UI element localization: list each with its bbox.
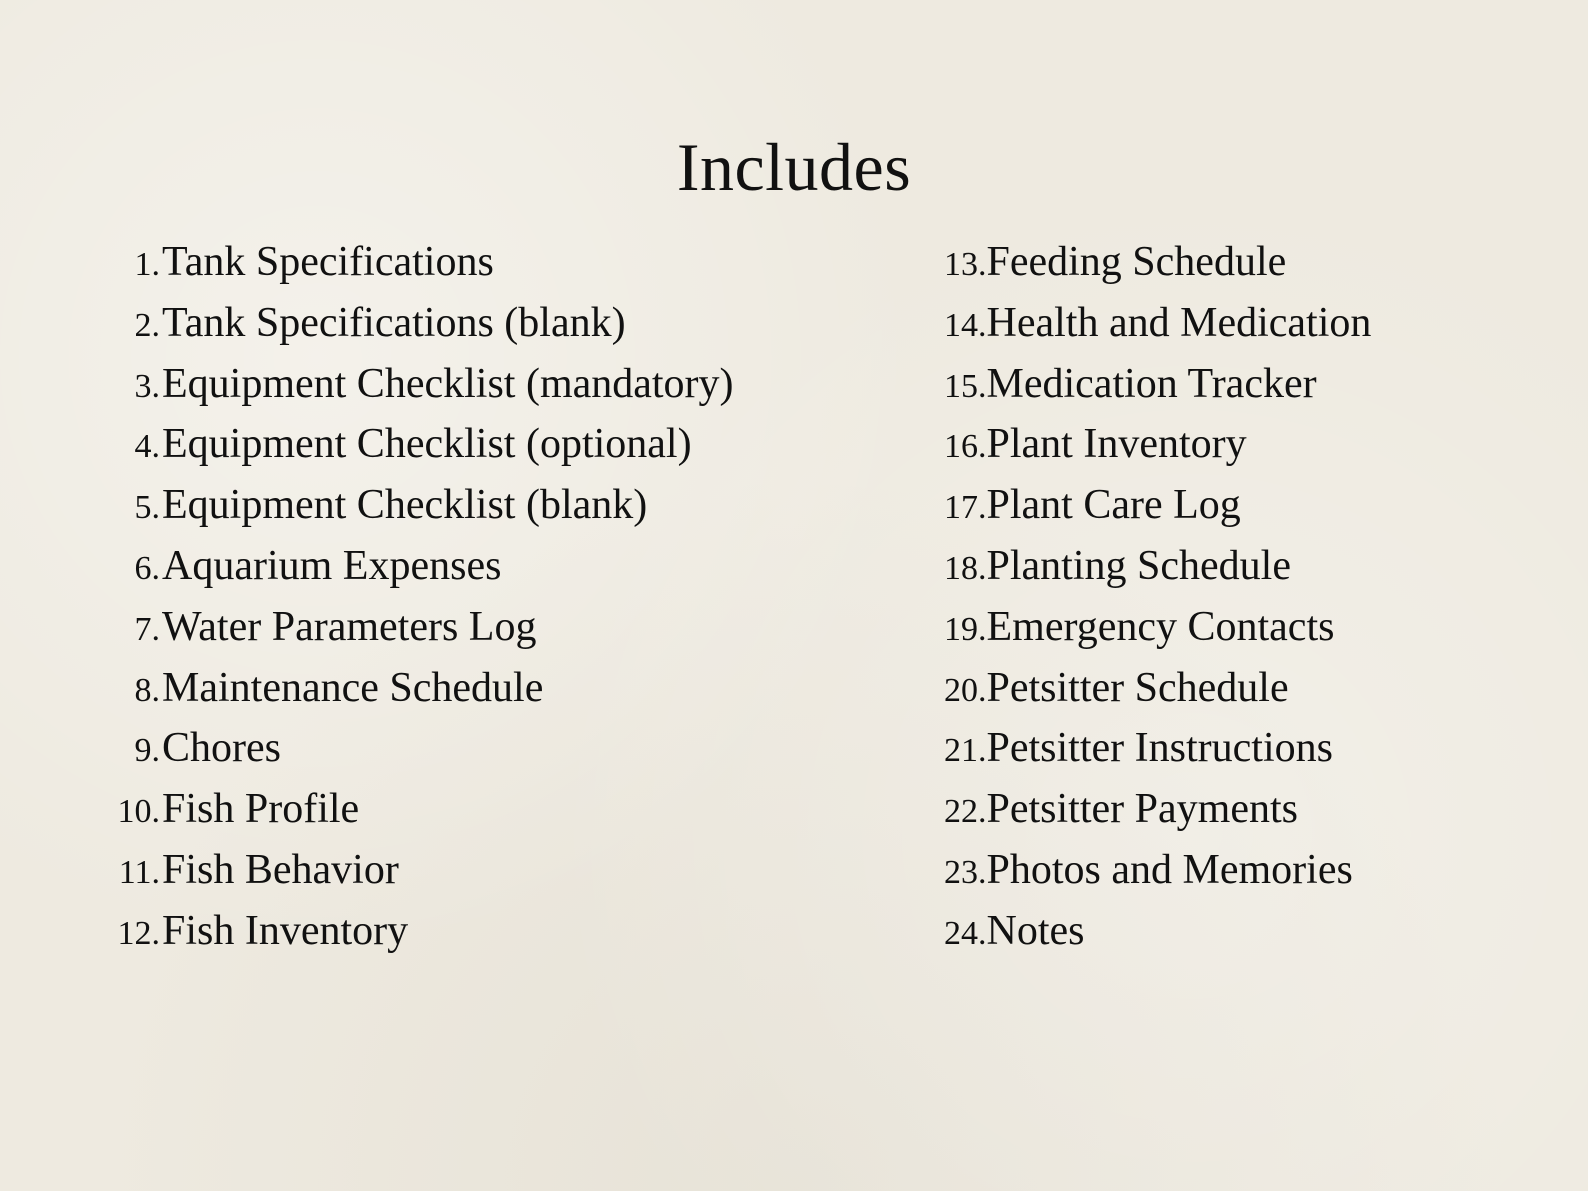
item-label: Chores [162, 725, 281, 772]
item-number: 7. [134, 610, 160, 648]
item-number: 10. [117, 793, 160, 831]
list-item [944, 293, 1371, 354]
item-number: 8. [134, 671, 160, 709]
item-label: Aquarium Expenses [162, 542, 502, 589]
item-label: Fish Inventory [162, 907, 409, 954]
item-number: 14. [944, 306, 987, 344]
item-label: Photos and Memories [986, 846, 1353, 893]
item-number: 9. [134, 732, 160, 770]
item-number: 23. [944, 853, 987, 891]
item-label: Petsitter Instructions [986, 725, 1333, 772]
list-item [100, 414, 734, 475]
list-item [944, 779, 1371, 840]
item-number: 20. [944, 671, 987, 709]
item-label: Health and Medication [986, 299, 1372, 346]
item-number: 17. [944, 489, 987, 527]
item-number: 11. [118, 853, 160, 891]
item-label: Plant Inventory [986, 421, 1247, 468]
item-label: Equipment Checklist (optional) [162, 421, 692, 468]
list-item [944, 536, 1371, 597]
item-label: Maintenance Schedule [162, 664, 544, 711]
item-number: 13. [944, 246, 987, 283]
list-item [100, 232, 734, 293]
item-label: Plant Care Log [986, 482, 1241, 529]
item-label: Fish Behavior [162, 846, 399, 893]
item-label: Equipment Checklist (blank) [162, 482, 648, 529]
item-label: Fish Profile [162, 786, 360, 833]
item-number: 12. [117, 914, 160, 952]
item-number: 2. [134, 306, 160, 344]
item-label: Equipment Checklist (mandatory) [162, 360, 734, 407]
item-number: 24. [944, 914, 987, 952]
list-item [100, 354, 734, 415]
contents-list-left [100, 232, 734, 962]
list-item [100, 901, 734, 962]
list-item [100, 779, 734, 840]
list-item [944, 658, 1371, 719]
item-label: Medication Tracker [986, 360, 1317, 407]
list-item [944, 354, 1371, 415]
item-number: 21. [944, 732, 987, 770]
list-item [944, 718, 1371, 779]
list-item [100, 718, 734, 779]
item-number: 3. [134, 367, 160, 405]
item-number: 19. [944, 610, 987, 648]
list-item [100, 658, 734, 719]
item-label: Emergency Contacts [986, 603, 1335, 650]
item-number: 4. [134, 428, 160, 466]
item-number: 22. [944, 793, 987, 831]
item-label: Petsitter Payments [986, 786, 1298, 833]
list-item [100, 840, 734, 901]
list-item [944, 414, 1371, 475]
list-item [100, 475, 734, 536]
list-item [100, 597, 734, 658]
item-number: 6. [134, 549, 160, 587]
item-number: 15. [944, 367, 987, 405]
contents-list-right [944, 232, 1371, 962]
list-item [100, 536, 734, 597]
item-number: 1. [134, 246, 160, 283]
list-item [944, 840, 1371, 901]
item-label: Tank Specifications [162, 239, 494, 285]
item-number: 18. [944, 549, 987, 587]
item-label: Petsitter Schedule [986, 664, 1289, 711]
list-item [944, 232, 1371, 293]
item-number: 16. [944, 428, 987, 466]
item-label: Notes [986, 907, 1085, 954]
list-item [100, 293, 734, 354]
item-label: Planting Schedule [986, 542, 1291, 589]
item-number: 5. [134, 489, 160, 527]
list-item [944, 597, 1371, 658]
item-label: Water Parameters Log [162, 603, 537, 650]
list-item [944, 475, 1371, 536]
item-label: Tank Specifications (blank) [162, 299, 626, 346]
list-item [944, 901, 1371, 962]
item-label: Feeding Schedule [986, 239, 1287, 285]
page-title: Includes [676, 128, 912, 205]
